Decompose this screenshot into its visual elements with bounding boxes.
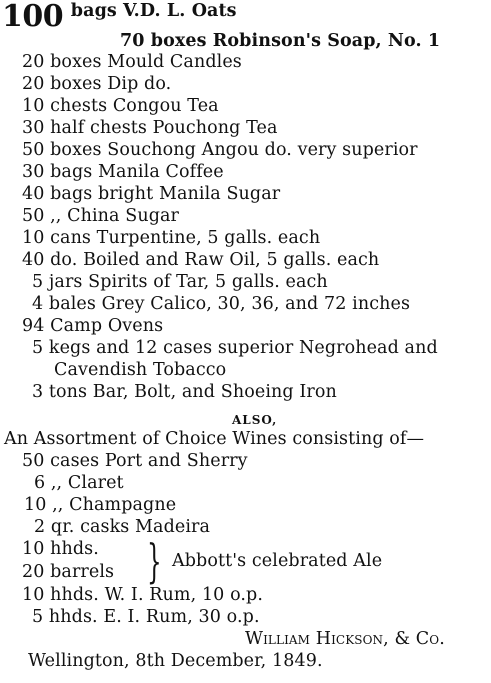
wine-item: 6 ,, Claret (34, 473, 124, 493)
wines-intro: An Assortment of Choice Wines consisting of— (4, 429, 425, 449)
signature: William Hickson, & Co. (245, 629, 445, 649)
list-item: 50 boxes Souchong Angou do. very superior (22, 140, 418, 160)
list-item: 3 tons Bar, Bolt, and Shoeing Iron (32, 382, 337, 402)
list-item: 5 jars Spirits of Tar, 5 galls. each (32, 272, 328, 292)
rum-item: 5 hhds. E. I. Rum, 30 o.p. (32, 607, 260, 627)
wine-item: 10 ,, Champagne (24, 495, 177, 515)
list-item: 4 bales Grey Calico, 30, 36, and 72 inches (32, 294, 411, 314)
list-item: 20 boxes Dip do. (22, 74, 172, 94)
list-item: 94 Camp Ovens (22, 316, 164, 336)
also-heading: ALSO, (232, 413, 278, 427)
list-item: 30 bags Manila Coffee (22, 162, 224, 182)
rum-item: 10 hhds. W. I. Rum, 10 o.p. (22, 585, 264, 605)
header-line (2, 2, 235, 32)
list-item: 10 cans Turpentine, 5 galls. each (22, 228, 321, 248)
list-item: 5 kegs and 12 cases superior Negrohead and (32, 338, 438, 358)
wine-item: 50 cases Port and Sherry (22, 451, 248, 471)
list-item-continuation: Cavendish Tobacco (54, 360, 227, 380)
ale-line-2: 20 barrels (22, 562, 115, 582)
list-item: 20 boxes Mould Candles (22, 52, 242, 72)
header-quantity: 100 (2, 0, 64, 34)
list-item: 30 half chests Pouchong Tea (22, 118, 278, 138)
list-item: 10 chests Congou Tea (22, 96, 219, 116)
list-item: 40 bags bright Manila Sugar (22, 184, 281, 204)
header-second-line: 70 boxes Robinson's Soap, No. 1 (120, 31, 441, 51)
ale-line-1: 10 hhds. (22, 539, 99, 559)
ale-label: Abbott's celebrated Ale (172, 551, 383, 571)
brace-glyph: } (147, 534, 162, 588)
dateline: Wellington, 8th December, 1849. (28, 651, 323, 671)
list-item: 50 ,, China Sugar (22, 206, 180, 226)
header-first-line: bags V.D. L. Oats (70, 1, 237, 21)
wine-item: 2 qr. casks Madeira (34, 517, 211, 537)
list-item: 40 do. Boiled and Raw Oil, 5 galls. each (22, 250, 380, 270)
